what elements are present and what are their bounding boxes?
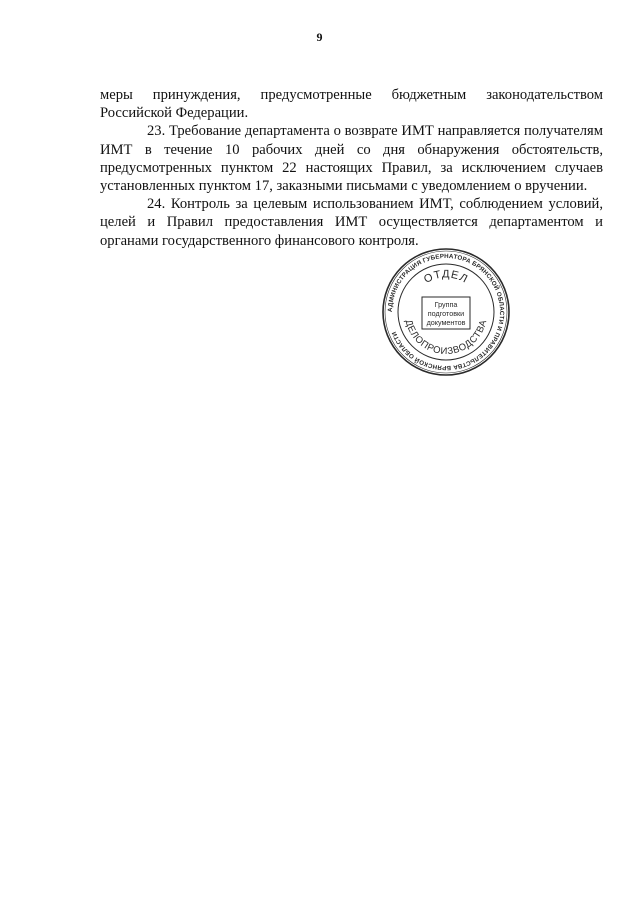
paragraph-continuation: меры принуждения, предусмотренные бюджетным законодательством Российской Федерации. bbox=[100, 87, 603, 122]
stamp-center-line-2: подготовки bbox=[427, 309, 465, 318]
stamp-arc-bottom: ДЕЛОПРОИЗВОДСТВА bbox=[402, 318, 490, 358]
stamp-center-line-1: Группа bbox=[434, 300, 458, 309]
stamp-center-line-3: документов bbox=[426, 318, 466, 327]
paragraph-24: 24. Контроль за целевым использованием ИМТ, соблюдением условий, целей и Правил предоставления ИМТ осуществляется департаментом и органами государственного финансового контроля. bbox=[100, 196, 603, 249]
document-body bbox=[100, 86, 603, 250]
page-number: 9 bbox=[316, 30, 323, 44]
stamp-outer-text: АДМИНИСТРАЦИЯ ГУБЕРНАТОРА БРЯНСКОЙ ОБЛАСТИ И ПРАВИТЕЛЬСТВА БРЯНСКОЙ ОБЛАСТИ bbox=[386, 252, 506, 372]
stamp-arc-top: ОТДЕЛ bbox=[422, 268, 471, 286]
stamp-seal-icon bbox=[381, 247, 511, 377]
svg-text:ОТДЕЛ bbox=[422, 268, 470, 285]
official-stamp bbox=[381, 247, 511, 377]
paragraph-23: 23. Требование департамента о возврате ИМТ направляется получателям ИМТ в течение 10 рабочих дней со дня обнаружения обстоятельств, предусмотренных пунктом 22 настоящих Правил, за исключением случаев установленных пунктом 17, заказными письмами с уведомлением о вручении. bbox=[100, 123, 603, 195]
